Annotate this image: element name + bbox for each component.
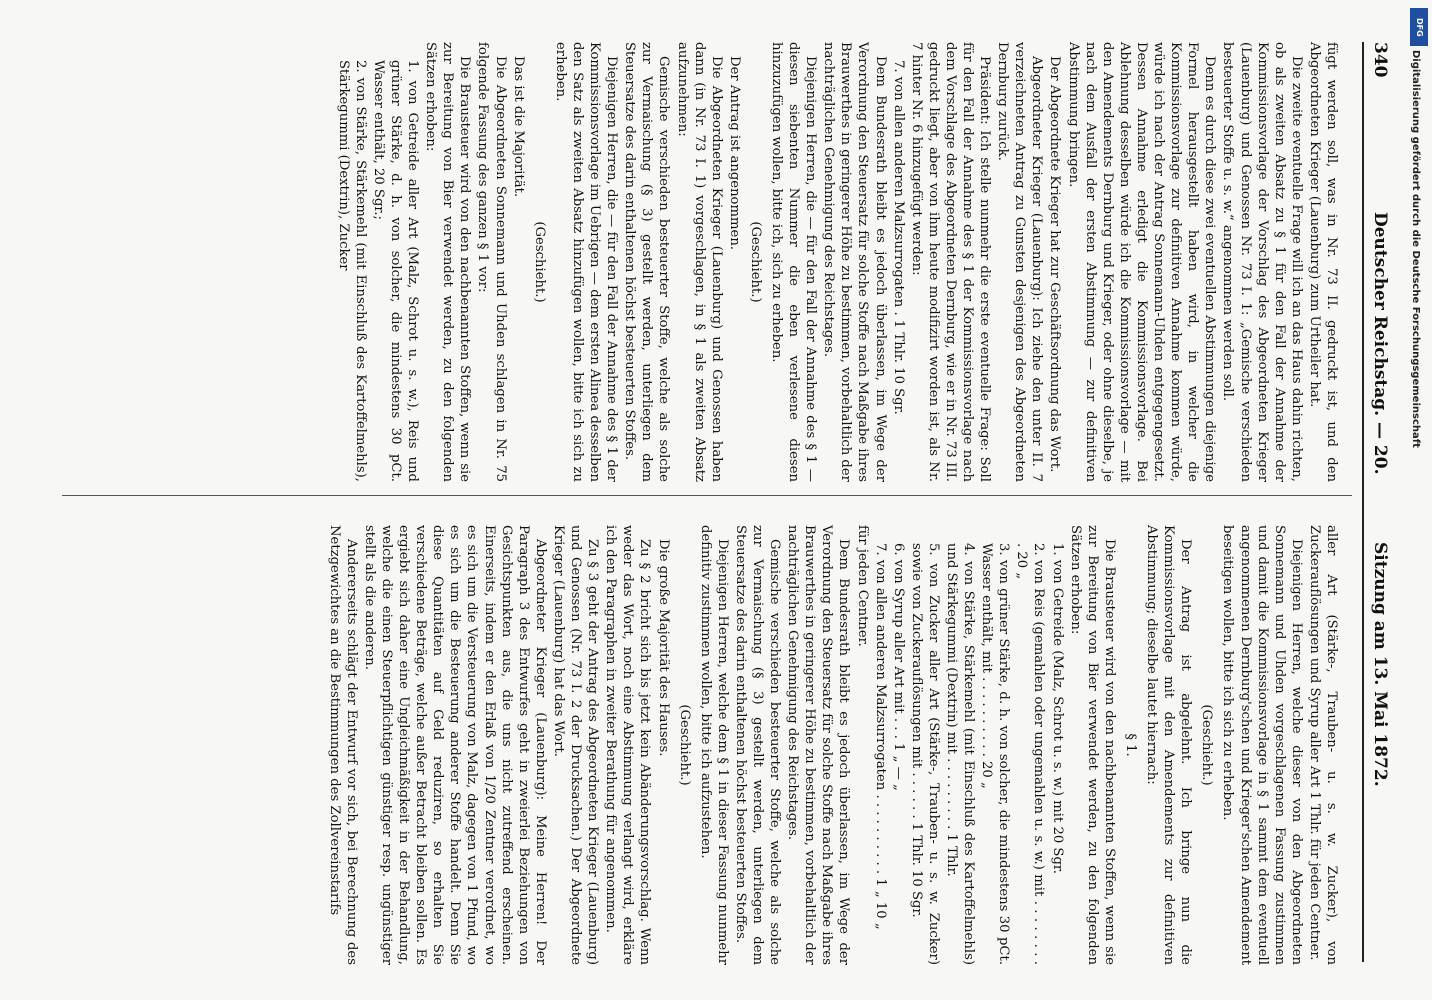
session-date: Sitzung am 13. Mai 1872. bbox=[1370, 542, 1390, 787]
paragraph: Der Abgeordnete Krieger hat zur Geschäftsordnung das Wort. bbox=[1047, 56, 1063, 473]
paragraph: Diejenigen Herren, die — für den Fall der Annahme des § 1 — diesen siebenten Nummer die eben verlesene diesen hinzuzufügen wollen, bitte ich, sich zu erheben. bbox=[769, 42, 819, 482]
paragraph: Diejenigen Herren, welche dieser von den Abgeordneten Sonnemann und Uhden vorgeschlagenen Fassung zustimmen und damit die Kommissionsvorlage in § 1 sammt dem eventuell angenommenen Dernburg'schen und Krieger'schen Amendement beseitigen wollen, bitte ich sich zu erheben. bbox=[1220, 525, 1304, 965]
paragraph: Diejenigen Herren, welche dem § 1 in dieser Fassung nunmehr definitiv zustimmen wollen, bitte ich aufzustehen. bbox=[697, 525, 730, 965]
paragraph: Diejenigen Herren, die — für den Fall der Annahme des § 1 der Kommissionsvorlage im Uebrigen — dem ersten Alinea desselben den Satz als zweiten Absatz hinzufügen wollen, bitte ich sich zu erheben. bbox=[552, 42, 620, 482]
list-item: 2. von Reis (gemahlen oder ungemahlen u. s. w.) mit . . . . . . . . . 20 „ bbox=[1014, 543, 1047, 965]
list-item: 6. von Syrup aller Art mit . . . 1 „ — „ bbox=[890, 543, 906, 791]
paragraph: fügt werden soll, was in Nr. 73 II. gedruckt ist, und den Abgeordneten Krieger (Lauenburg) zum Urtheiler hat. bbox=[1306, 42, 1339, 482]
paragraph: Dem Bundesrath bleibt es jedoch überlassen, im Wege der Verordnung den Steuersatz für solche Stoffe nach Maßgabe ihres Brauwerthes in geringerer Höhe zu bestimmen, vorbehaltlich der nachträglichen Genehmigung des Reichstages. bbox=[821, 42, 888, 482]
paragraph: Der Antrag ist abgelehnt. Ich bringe nun die Kommissionsvorlage mit den Amendements zur definitiven Abstimmung; dieselbe lautet hiernach: bbox=[1144, 525, 1194, 965]
paragraph: Abgeordneter Krieger (Lauenburg): Meine Herren! Der Paragraph 3 des Entwurfes geht in zweierlei Beziehungen von Gesichtspunkten aus, die uns nicht zutreffend erscheinen. Einerseits, indem er den Erlaß von 1/20 Zentner verordnet, wo es sich um die Versteuerung von Malz, dagegen von 1 Pfund, wo es sich um die Besteuerung anderer Stoffe handelt. Denn Sie diese Quantitäten auf Geld reduziren, so erhalten Sie verschiedene Beträge, welche außer Betracht bleiben sollen. Es ergiebt sich daher eine Ungleichmäßigkeit in der Behandlung, welche die einen Steuerpflichtigen günstiger resp. ungünstiger stellt als die anderen. bbox=[361, 525, 548, 965]
paragraph: Dem Bundesrath bleibt es jedoch überlassen, im Wege der Verordnung den Steuersatz für solche Stoffe nach Maßgabe ihres Brauwerthes in geringerer Höhe zu bestimmen, vorbehaltlich der nachträglichen Genehmigung des Reichstages. bbox=[785, 525, 852, 965]
list-item: 3. von grüner Stärke, d. h. von solcher, die mindestens 30 pCt. Wasser enthält, mit . . . . . . . . . . 20 „ bbox=[979, 543, 1012, 965]
stage-direction: (Geschieht.) bbox=[531, 221, 547, 303]
paragraph: Der Antrag ist angenommen. bbox=[726, 56, 742, 251]
paragraph: aller Art (Stärke-, Trauben- u. s. w. Zucker), von Zuckerauflösungen und Syrup aller Art 1 Thlr. für jeden Centner. bbox=[1306, 525, 1339, 965]
header-rule bbox=[1362, 42, 1364, 962]
paragraph: Gemische verschieden besteuerter Stoffe, welche als solche zur Vermaischung (§ 3) gestellt werden, unterliegen dem Steuersatze des darin enthaltenen höchst besteuerten Stoffes. bbox=[622, 42, 672, 482]
column-divider bbox=[62, 495, 1352, 496]
paragraph: Denn es durch diese zwei eventuellen Abstimmungen diejenige Formel herausgestellt haben wird, in welcher die Kommissionsvorlage zur definitiven Annahme kommen würde, würde ich nach der Antrag Sonnemann-Uhden entgegengesetzt. Dessen Annahme erledigt die Kommissionsvorlage. Bei Ablehnung desselben würde ich die Kommissionsvorlage — mit den Amendements Dernburg und Krieger, oder ohne dieselbe, je nach dem Ausfall der ersten Abstimmung — zur definitiven Abstimmung bringen. bbox=[1065, 42, 1218, 482]
paragraph: Die Abgeordneten Sonnemann und Uhden schlagen in Nr. 75 folgende Fassung des ganzen § 1 vor: bbox=[475, 42, 508, 482]
paragraph: Andererseits schlägt der Entwurf vor sich, bei Berechnung des Netzgewichtes an die Bestimmungen des Zollvereinstarifs bbox=[326, 525, 359, 965]
paragraph: Das ist die Majorität. bbox=[510, 56, 526, 198]
list-item: 1. von Getreide aller Art (Malz, Schrot u. s. w.), Reis und grüner Stärke, d. h. von solcher, die mindestens 30 pCt. Wasser enthält, 20 Sgr.; bbox=[370, 60, 421, 482]
stage-direction: (Geschieht.) bbox=[676, 704, 692, 786]
list-item: 7. von allen anderen Malzsurrogaten . . . . . . . . . . 1 „ 10 „ bbox=[872, 543, 888, 930]
list-item: 7. von allen anderen Malzsurrogaten . 1 Thlr. 10 Sgr. bbox=[890, 60, 906, 415]
paragraph: Die große Majorität des Hauses. bbox=[655, 539, 671, 757]
list-item: 1. von Getreide (Malz, Schrot u. s. w.) mit 20 Sgr. bbox=[1049, 543, 1065, 874]
list-item: 2. von Stärke, Stärkemehl (mit Einschluß des Kartoffelmehls), Stärkegummi (Dextrin), Zucker bbox=[335, 60, 368, 482]
paragraph: für jeden Centner. bbox=[854, 525, 870, 647]
paragraph: Zu § 3 geht der Antrag des Abgeordneten Krieger (Lauenburg) und Genossen (Nr. 73 I. 2 der Drucksachen.) Der Abgeordnete Krieger (Lauenburg) hat das Wort. bbox=[550, 525, 601, 965]
paragraph: Die Brausteuer wird von den nachbenannten Stoffen, wenn sie zur Bereitung von Bier verwendet werden, zu den folgenden Sätzen erhoben: bbox=[423, 42, 473, 482]
stage-direction: (Geschieht.) bbox=[1199, 704, 1215, 786]
page-number: 340 bbox=[1370, 42, 1390, 78]
rotated-page bbox=[40, 20, 1400, 980]
stage-direction: (Geschieht.) bbox=[747, 221, 763, 303]
funding-note: Digitalisierung gefördert durch die Deutsche Forschungsgemeinschaft bbox=[1410, 50, 1421, 448]
paragraph: Die zweite eventuelle Frage will ich an das Haus dahin richten, ob als zweiten Absatz zu § 1 für den Fall der Annahme der Kommissionsvorlage der Vorschlag des Abgeordneten Krieger (Lauenburg) und Genossen Nr. 73 I. 1: „Gemische verschieden besteuerter Stoffe u. s. w.“ angenommen werden soll. bbox=[1220, 42, 1304, 482]
list-item: 5. von Zucker aller Art (Stärke-, Trauben- u. s. w. Zucker) sowie von Zuckerauflösungen mit . . . . . . 1 Thlr. 10 Sgr. bbox=[908, 543, 941, 965]
list-item: 4. von Stärke, Stärkemehl (mit Einschluß des Kartoffelmehls) und Stärkegummi (Dextrin) mit . . . . . . . . . 1 Thlr. bbox=[944, 543, 977, 965]
dfg-logo-icon: DFG bbox=[1410, 8, 1428, 46]
paragraph: Zu § 2 bricht sich bis jetzt kein Abänderungsvorschlag. Wenn weder das Wort, noch eine Abstimmung verlangt wird, erkläre ich den Paragraphen in zweiter Berathung für angenommen. bbox=[603, 525, 653, 965]
paragraph: Die Brausteuer wird von den nachbenannten Stoffen, wenn sie zur Bereitung von Bier verwendet werden, zu den folgenden Sätzen erhoben: bbox=[1067, 525, 1117, 965]
right-column bbox=[325, 525, 1340, 965]
paragraph: Abgeordneter Krieger (Lauenburg): Ich ziehe den unter II. 7 verzeichneten Antrag zu Gunsten desjenigen des Abgeordneten Dernburg zurück. bbox=[995, 42, 1045, 482]
left-column bbox=[334, 42, 1340, 482]
paragraph: Präsident: Ich stelle nunmehr die erste eventuelle Frage: Soll für den Fall der Annahme des § 1 der Kommissionsvorlage nach dem Vorschlage des Abgeordneten Dernburg, wie er in Nr. 73 III. gedruckt liegt, aber von ihm heute modifizirt worden ist, als Nr. 7 hinter Nr. 6 hinzugefügt werden: bbox=[908, 42, 993, 482]
section-heading: § 1. bbox=[1122, 733, 1138, 757]
paragraph: Gemische verschieden besteuerter Stoffe, welche als solche zur Vermaischung (§ 3) gestellt werden, unterliegen dem Steuersatze des darin enthaltenen höchst besteuerten Stoffes. bbox=[732, 525, 783, 965]
paragraph: Die Abgeordneten Krieger (Lauenburg) und Genossen haben dann (in Nr. 73 I. 1) vorgeschlagen, in § 1 als zweiten Absatz aufzunehmen: bbox=[674, 42, 724, 482]
dfg-watermark bbox=[1408, 8, 1430, 568]
page-title: Deutscher Reichstag. — 20. bbox=[1370, 212, 1390, 475]
page-header bbox=[1360, 42, 1390, 962]
